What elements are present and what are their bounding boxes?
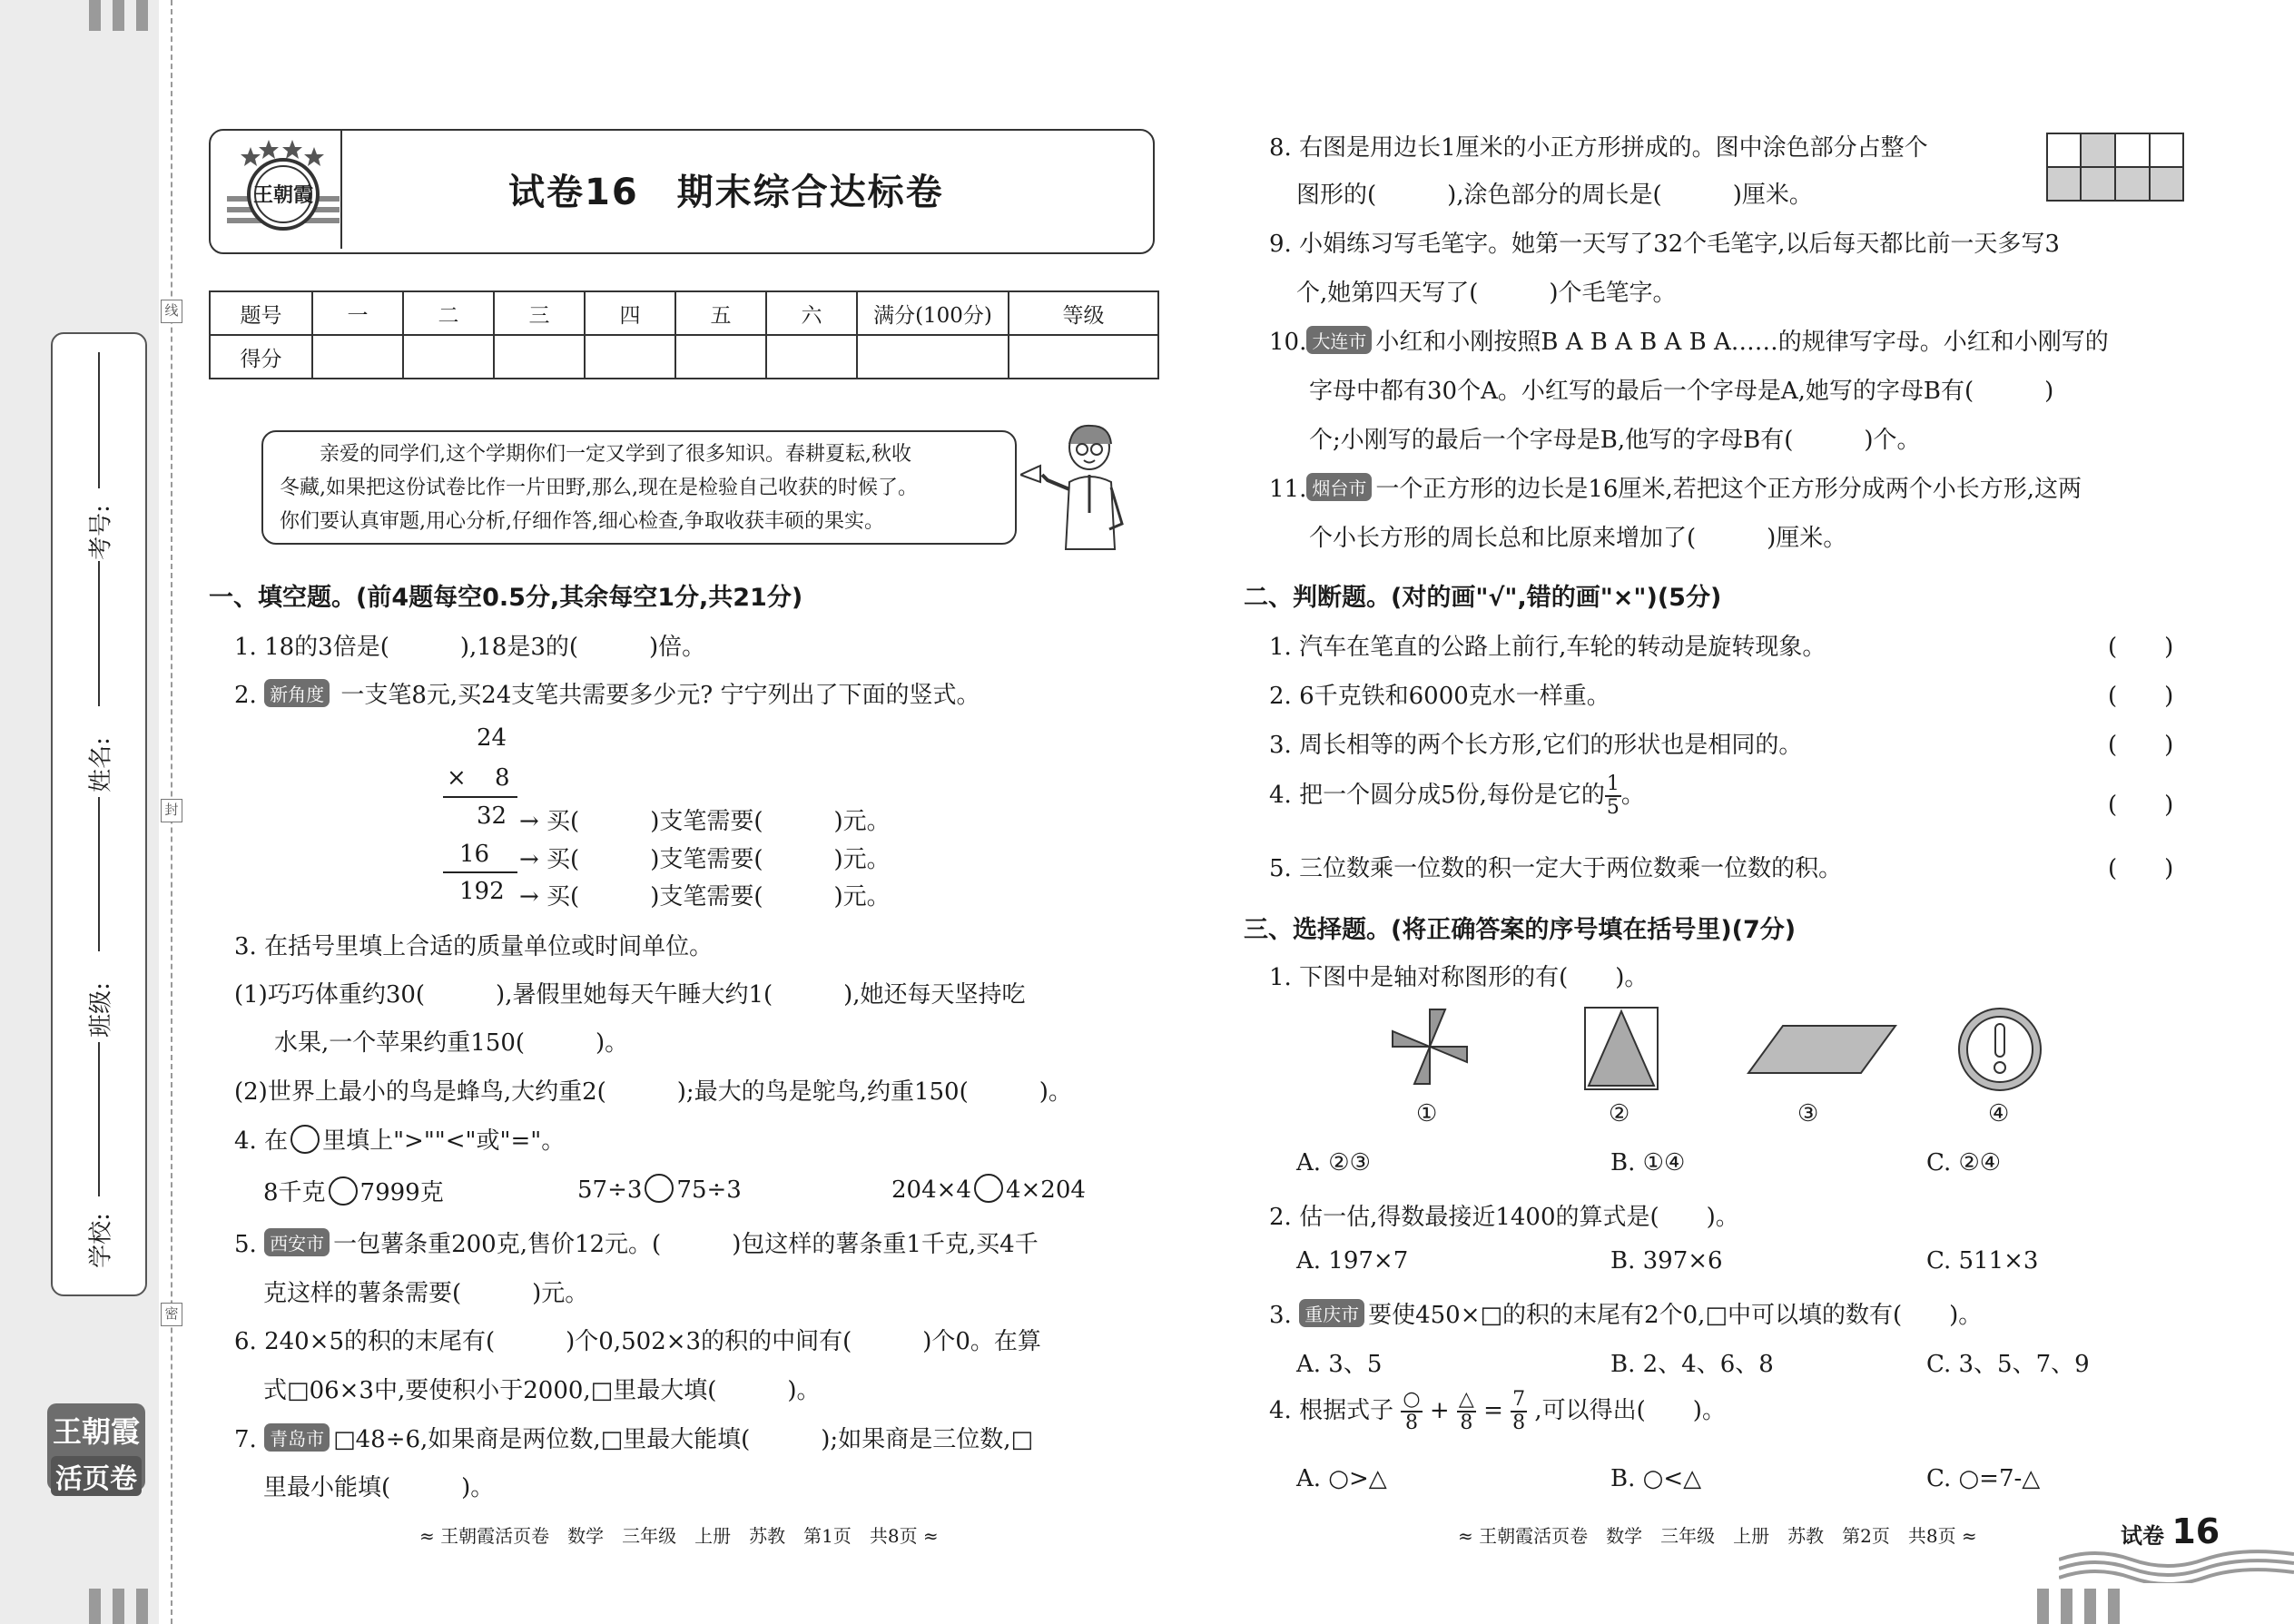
q1-5: 5. 西安市 一包薯条重200克,售价12元。( )包这样的薯条重1千克,买4千 <box>234 1225 1039 1259</box>
choice-2-b[interactable]: B. 397×6 <box>1610 1247 1723 1275</box>
q1-3-2: (2)世界上最小的鸟是蜂鸟,大约重2( );最大的鸟是鸵鸟,约重150( )。 <box>234 1078 1072 1106</box>
q1-2 <box>234 676 980 710</box>
bottom-bar <box>2084 1589 2096 1624</box>
q1-5b: 克这样的薯条需要( )元。 <box>263 1280 589 1307</box>
header-cell: 题号 <box>210 291 312 335</box>
judge-3: 3. 周长相等的两个长方形,它们的形状也是相同的。 <box>1269 732 1803 759</box>
choice-1: 1. 下图中是轴对称图形的有( )。 <box>1269 964 1649 991</box>
header-cell: 五 <box>675 291 766 335</box>
class-field[interactable] <box>98 1042 100 1196</box>
score-cell[interactable] <box>766 335 857 379</box>
choice-3-a[interactable]: A. 3、5 <box>1296 1351 1383 1378</box>
class-label: 班级: <box>87 982 115 1038</box>
paper-label: 试卷 <box>2121 1523 2164 1549</box>
warning-sign-figure-icon <box>1956 1006 2043 1093</box>
q1-5a: 一包薯条重200克,售价12元。( )包这样的薯条重1千克,买4千 <box>333 1231 1039 1258</box>
score-cell[interactable] <box>403 335 494 379</box>
row-label: 得分 <box>210 335 312 379</box>
score-cell[interactable] <box>494 335 585 379</box>
header-cell: 三 <box>494 291 585 335</box>
tag-chongqing: 重庆市 <box>1299 1299 1364 1327</box>
q1-3: 3. 在括号里填上合适的质量单位或时间单位。 <box>234 933 714 960</box>
tag-dalian: 大连市 <box>1306 326 1372 354</box>
q1-6b: 式□06×3中,要使积小于2000,□里最大填( )。 <box>263 1377 821 1404</box>
choice-4-c[interactable]: C. ○=7-△ <box>1926 1465 2041 1492</box>
vert-explain-2: → 买( )支笔需要( )元。 <box>519 846 891 873</box>
vert-multiplicand: 24 <box>477 724 507 752</box>
q1-4-post: 里填上">""<"或"="。 <box>322 1127 566 1155</box>
fraction-den: 8 <box>1512 1412 1526 1434</box>
score-row <box>210 335 1158 379</box>
triangle-in-rect-figure-icon <box>1583 1006 1659 1091</box>
q1-10c: 个;小刚写的最后一个字母是B,他写的字母B有( )个。 <box>1309 427 1921 454</box>
choice-2-a[interactable]: A. 197×7 <box>1296 1247 1409 1275</box>
q1-4-pre: 4. 在 <box>234 1127 289 1155</box>
vert-line-2 <box>443 871 517 873</box>
score-cell[interactable] <box>857 335 1009 379</box>
q1-3-1b: 水果,一个苹果约重150( )。 <box>274 1029 629 1057</box>
q1-9b: 个,她第四天写了( )个毛笔字。 <box>1296 280 1677 307</box>
score-cell[interactable] <box>585 335 675 379</box>
seal-char-seal: 封 <box>161 799 182 822</box>
circle-blank-icon <box>290 1125 320 1154</box>
q1-3-1a: (1)巧巧体重约30( ),暑假里她每天午睡大约1( ),她还每天坚持吃 <box>234 981 1026 1009</box>
exam-id-field-2[interactable] <box>98 561 100 706</box>
footer-left: ≈ 王朝霞活页卷 数学 三年级 上册 苏教 第1页 共8页 ≈ <box>419 1525 939 1547</box>
bottom-bar <box>2061 1589 2072 1624</box>
compare-left: 57÷3 <box>577 1176 643 1204</box>
choice-1-c[interactable]: C. ②④ <box>1926 1149 2002 1176</box>
vert-product: 192 <box>459 878 505 905</box>
vert-line-1 <box>443 796 517 798</box>
tag-xian: 西安市 <box>264 1228 330 1256</box>
name-label: 姓名: <box>87 737 115 792</box>
fig-label-2: ② <box>1609 1100 1630 1127</box>
q1-9a: 9. 小娟练习写毛笔字。她第一天写了32个毛笔字,以后每天都比前一天多写3 <box>1269 231 2060 258</box>
compare-circle[interactable] <box>645 1174 674 1203</box>
choice-4-post: ,可以得出( )。 <box>1534 1397 1726 1424</box>
header-cell: 二 <box>403 291 494 335</box>
fraction-den: 5 <box>1606 796 1620 819</box>
judge-answer-3[interactable]: ( ) <box>2108 732 2174 759</box>
tag-new-angle: 新角度 <box>264 679 330 707</box>
choice-2: 2. 估一估,得数最接近1400的算式是( )。 <box>1269 1204 1739 1231</box>
grid-figure-icon <box>2046 133 2184 202</box>
fraction-triangle-eighths <box>1457 1389 1476 1434</box>
q1-8a: 8. 右图是用边长1厘米的小正方形拼成的。图中涂色部分占整个 <box>1269 134 1928 162</box>
q1-7a: □48÷6,如果商是两位数,□里最大能填( );如果商是三位数,□ <box>333 1426 1034 1453</box>
header-cell: 四 <box>585 291 675 335</box>
choice-2-c[interactable]: C. 511×3 <box>1926 1247 2039 1275</box>
fraction-circle-eighths <box>1401 1389 1422 1434</box>
choice-4-b[interactable]: B. ○<△ <box>1610 1465 1702 1492</box>
header-cell: 一 <box>312 291 403 335</box>
fig-label-4: ④ <box>1988 1100 2010 1127</box>
choice-3: 3. 重庆市 要使450×□的积的末尾有2个0,□中可以填的数有( )。 <box>1269 1296 1982 1330</box>
judge-answer-4[interactable]: ( ) <box>2108 792 2174 819</box>
paper-number: 16 <box>2171 1511 2220 1551</box>
score-cell[interactable] <box>312 335 403 379</box>
judge-1: 1. 汽车在笔直的公路上前行,车轮的转动是旋转现象。 <box>1269 634 1826 661</box>
q1-1: 1. 18的3倍是( ),18是3的( )倍。 <box>234 634 706 661</box>
student-info-box <box>51 332 147 1296</box>
page-title: 试卷16 期末综合达标卷 <box>508 172 944 213</box>
q1-6a: 6. 240×5的积的末尾有( )个0,502×3的积的中间有( )个0。在算 <box>234 1328 1041 1355</box>
fraction-num: 1 <box>1606 773 1620 795</box>
brand-badge <box>47 1403 145 1495</box>
intro-line-2: 冬藏,如果把这份试卷比作一片田野,那么,现在是检验自己收获的时候了。 <box>280 477 918 499</box>
intro-line-3: 你们要认真审题,用心分析,仔细作答,细心检查,争取收获丰硕的果实。 <box>280 510 884 533</box>
section-2-title: 二、判断题。(对的画"√",错的画"×")(5分) <box>1244 584 1722 612</box>
exam-id-label: 考号: <box>87 505 115 560</box>
brand-top: 王朝霞 <box>52 1414 140 1449</box>
q1-4-item-3 <box>891 1174 1086 1204</box>
score-cell[interactable] <box>1009 335 1158 379</box>
header-cell: 满分(100分) <box>857 291 1009 335</box>
choice-3-text: 要使450×□的积的末尾有2个0,□中可以填的数有( )。 <box>1368 1302 1983 1329</box>
fraction-seven-eighths <box>1511 1389 1527 1434</box>
bottom-bar <box>2108 1589 2120 1624</box>
q1-10a: 小红和小刚按照B A B A B A B A……的规律写字母。小红和小刚写的 <box>1375 329 2109 356</box>
q1-7b: 里最小能填( )。 <box>263 1474 495 1501</box>
fraction-den: 8 <box>1404 1412 1418 1434</box>
intro-bubble <box>261 430 1017 545</box>
paper-badge <box>2117 1511 2223 1551</box>
judge-answer-2[interactable]: ( ) <box>2108 683 2174 710</box>
judge-answer-5[interactable]: ( ) <box>2108 855 2174 882</box>
fig-label-3: ③ <box>1797 1100 1819 1127</box>
q1-8b: 图形的( ),涂色部分的周长是( )厘米。 <box>1296 182 1813 209</box>
choice-3-b[interactable]: B. 2、4、6、8 <box>1610 1351 1774 1378</box>
name-field[interactable] <box>98 797 100 951</box>
fraction-den: 8 <box>1460 1412 1473 1434</box>
compare-left: 204×4 <box>891 1176 971 1204</box>
compare-right: 7999克 <box>359 1179 444 1206</box>
q1-11b: 个小长方形的周长总和比原来增加了( )厘米。 <box>1309 525 1847 552</box>
seal-char-line: 线 <box>161 300 182 323</box>
compare-circle[interactable] <box>974 1174 1003 1203</box>
fig-label-1: ① <box>1416 1100 1438 1127</box>
footer-right: ≈ 王朝霞活页卷 数学 三年级 上册 苏教 第2页 共8页 ≈ <box>1458 1525 1977 1547</box>
judge-2: 2. 6千克铁和6000克水一样重。 <box>1269 683 1610 710</box>
q1-7: 7. 青岛市 □48÷6,如果商是两位数,□里最大能填( );如果商是三位数,□ <box>234 1421 1033 1454</box>
logo-text: 王朝霞 <box>252 183 314 207</box>
tag-qingdao: 青岛市 <box>264 1423 330 1452</box>
compare-right: 75÷3 <box>676 1176 742 1204</box>
choice-4-pre: 4. 根据式子 <box>1269 1397 1394 1424</box>
q1-11: 11. 烟台市 一个正方形的边长是16厘米,若把这个正方形分成两个小长方形,这两 <box>1269 470 2082 504</box>
judge-4-text: 4. 把一个圆分成5份,每份是它的 <box>1269 782 1605 809</box>
school-label: 学校: <box>87 1213 115 1268</box>
q1-10: 10. 大连市 小红和小刚按照B A B A B A B A……的规律写字母。小红和小刚写的 <box>1269 323 2109 357</box>
vert-operator: × <box>447 764 467 792</box>
judge-5: 5. 三位数乘一位数的积一定大于两位数乘一位数的积。 <box>1269 855 1843 882</box>
score-header-row <box>210 291 1158 335</box>
vert-explain-1: → 买( )支笔需要( )元。 <box>519 808 891 835</box>
q1-2-text: 一支笔8元,买24支笔共需要多少元? 宁宁列出了下面的竖式。 <box>340 682 980 709</box>
fraction-one-fifth <box>1605 773 1621 819</box>
header-cell: 等级 <box>1009 291 1158 335</box>
intro-line-1: 亲爱的同学们,这个学期你们一定又学到了很多知识。春耕夏耘,秋收 <box>320 443 911 466</box>
choice-4-a[interactable]: A. ○>△ <box>1296 1465 1387 1492</box>
seal-char-secret: 密 <box>161 1303 182 1326</box>
judge-4: 4. 把一个圆分成5份,每份是它的 $\frac{1}{5}$ 。 <box>1269 773 1645 819</box>
choice-3-c[interactable]: C. 3、5、7、9 <box>1926 1351 2090 1378</box>
vert-explain-3: → 买( )支笔需要( )元。 <box>519 883 891 910</box>
q1-2-number: 2. <box>234 682 257 709</box>
score-table <box>209 290 1159 379</box>
bottom-bar <box>2037 1589 2049 1624</box>
fraction-num: 7 <box>1512 1388 1526 1411</box>
vert-partial-2: 16 <box>459 841 490 868</box>
q1-10b: 字母中都有30个A。小红写的最后一个字母是A,她写的字母B有( ) <box>1309 378 2054 405</box>
header-cell: 六 <box>766 291 857 335</box>
compare-left: 8千克 <box>263 1179 326 1206</box>
choice-1-b[interactable]: B. ①④ <box>1610 1149 1686 1176</box>
q1-4-item-1 <box>263 1174 444 1207</box>
tag-yantai: 烟台市 <box>1306 473 1372 501</box>
judge-answer-1[interactable]: ( ) <box>2108 634 2174 661</box>
compare-circle[interactable] <box>329 1176 358 1206</box>
q1-11a: 一个正方形的边长是16厘米,若把这个正方形分成两个小长方形,这两 <box>1375 476 2082 503</box>
section-1-title: 一、填空题。(前4题每空0.5分,其余每空1分,共21分) <box>209 584 803 612</box>
parallelogram-figure-icon <box>1747 1024 1897 1075</box>
choice-1-a[interactable]: A. ②③ <box>1296 1149 1371 1176</box>
section-3-title: 三、选择题。(将正确答案的序号填在括号里)(7分) <box>1244 916 1797 944</box>
teacher-illustration-icon <box>1020 422 1143 551</box>
compare-right: 4×204 <box>1005 1176 1086 1204</box>
exam-id-field[interactable] <box>98 352 100 488</box>
fraction-num: △ <box>1458 1388 1474 1411</box>
vert-multiplier: 8 <box>495 764 510 792</box>
brand-bottom: 活页卷 <box>51 1456 142 1496</box>
q1-4-item-2 <box>577 1174 742 1204</box>
choice-4: 4. 根据式子 $\frac{○}{8}$ + $\frac{\triangle}{8}$ = $\frac{7}{8}$ ,可以得出( )。 <box>1269 1388 1726 1434</box>
vert-partial-1: 32 <box>477 802 507 830</box>
publisher-logo-icon <box>223 134 343 241</box>
pinwheel-figure-icon <box>1389 1006 1471 1088</box>
score-cell[interactable] <box>675 335 766 379</box>
fraction-num: ○ <box>1403 1388 1421 1411</box>
q1-4 <box>234 1122 565 1156</box>
